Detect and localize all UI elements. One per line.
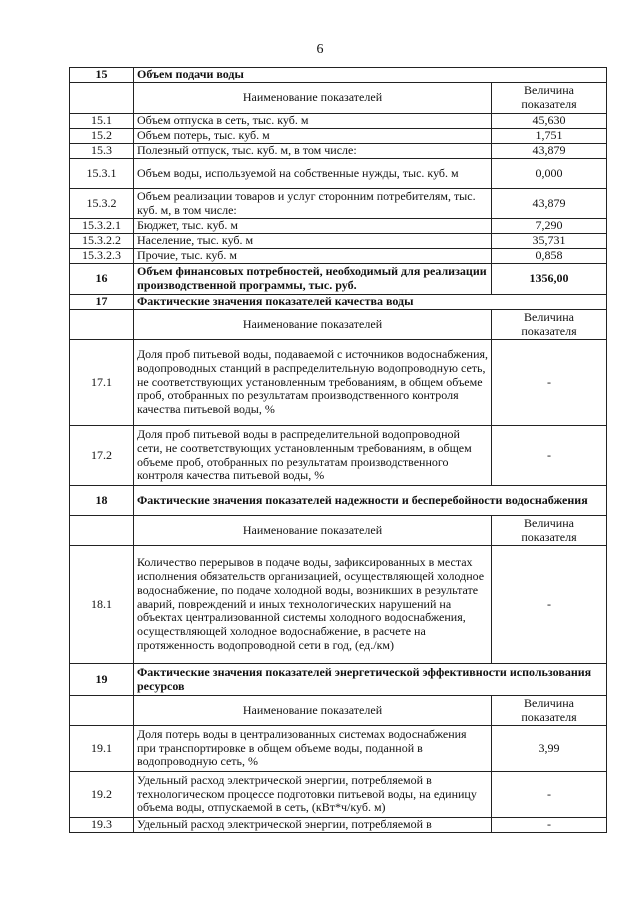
indicator-name: Объем финансовых потребностей, необходимый для реализации производственной программы, тыс. руб. bbox=[134, 264, 492, 295]
row-number: 15.1 bbox=[70, 114, 134, 129]
indicator-name: Количество перерывов в подаче воды, зафиксированных в местах исполнения обязательств организацией, осуществляющей холодное водоснабжение, по подаче холодной воды, возникших в результате аварий, повреждений и иных технологических нарушений на объектах централизованной системы холодного водоснабжения, осуществляющей холодное водоснабжение, в расчете на протяженность водопроводной сети в год, (ед./км) bbox=[134, 546, 492, 664]
indicator-value: 7,290 bbox=[492, 219, 607, 234]
indicator-value: - bbox=[492, 340, 607, 426]
table-row bbox=[70, 772, 607, 818]
header-empty-cell bbox=[70, 83, 134, 114]
indicators-table bbox=[69, 67, 607, 833]
indicator-name: Доля проб питьевой воды в распределительной водопроводной сети, не соответствующих установленным требованиям, в общем объеме проб, отобранных по результатам производственного контроля качества питьевой воды, % bbox=[134, 426, 492, 486]
column-header-value: Величина показателя bbox=[492, 310, 607, 340]
indicator-value: 3,99 bbox=[492, 726, 607, 772]
section-row bbox=[70, 68, 607, 83]
indicator-name: Доля проб питьевой воды, подаваемой с источников водоснабжения, водопроводных станций в распределительную водопроводную сеть, не соответствующих установленным требованиям, в общем объеме проб, отобранных по результатам производственного контроля качества питьевой воды, % bbox=[134, 340, 492, 426]
section-row bbox=[70, 486, 607, 516]
table-row bbox=[70, 818, 607, 833]
row-number: 16 bbox=[70, 264, 134, 295]
column-header-name: Наименование показателей bbox=[134, 696, 492, 726]
column-header-row bbox=[70, 696, 607, 726]
column-header-name: Наименование показателей bbox=[134, 310, 492, 340]
section-row bbox=[70, 664, 607, 696]
section-title: Фактические значения показателей энергетической эффективности использования ресурсов bbox=[134, 664, 607, 696]
table-row bbox=[70, 114, 607, 129]
column-header-row bbox=[70, 83, 607, 114]
indicator-name: Удельный расход электрической энергии, потребляемой в технологическом процессе подготовки питьевой воды, на единицу объема воды, отпускаемой в сеть, (кВт*ч/куб. м) bbox=[134, 772, 492, 818]
indicator-name: Удельный расход электрической энергии, потребляемой в bbox=[134, 818, 492, 833]
row-number: 15.3.1 bbox=[70, 159, 134, 189]
header-empty-cell bbox=[70, 516, 134, 546]
row-number: 15.3.2.3 bbox=[70, 249, 134, 264]
indicator-value: 43,879 bbox=[492, 189, 607, 219]
table-row bbox=[70, 159, 607, 189]
section-title: Объем подачи воды bbox=[134, 68, 607, 83]
row-number: 15.3.2.2 bbox=[70, 234, 134, 249]
indicator-name: Объем реализации товаров и услуг сторонним потребителям, тыс. куб. м, в том числе: bbox=[134, 189, 492, 219]
row-number: 19.2 bbox=[70, 772, 134, 818]
table-row bbox=[70, 340, 607, 426]
indicator-value: 43,879 bbox=[492, 144, 607, 159]
row-number: 15.2 bbox=[70, 129, 134, 144]
indicator-name: Объем потерь, тыс. куб. м bbox=[134, 129, 492, 144]
indicator-value: 0,000 bbox=[492, 159, 607, 189]
section-number: 18 bbox=[70, 486, 134, 516]
row-number: 19.3 bbox=[70, 818, 134, 833]
row-number: 17.1 bbox=[70, 340, 134, 426]
row-number: 18.1 bbox=[70, 546, 134, 664]
column-header-row bbox=[70, 310, 607, 340]
table-row bbox=[70, 234, 607, 249]
indicator-name: Бюджет, тыс. куб. м bbox=[134, 219, 492, 234]
indicator-value: - bbox=[492, 426, 607, 486]
indicator-value: - bbox=[492, 818, 607, 833]
section-number: 17 bbox=[70, 295, 134, 310]
row-number: 15.3.2 bbox=[70, 189, 134, 219]
indicator-value: 1,751 bbox=[492, 129, 607, 144]
section-row bbox=[70, 295, 607, 310]
table-row bbox=[70, 249, 607, 264]
row-number: 19.1 bbox=[70, 726, 134, 772]
header-empty-cell bbox=[70, 696, 134, 726]
indicator-name: Население, тыс. куб. м bbox=[134, 234, 492, 249]
indicator-value: - bbox=[492, 772, 607, 818]
page-number: 6 bbox=[316, 42, 324, 57]
table-row bbox=[70, 726, 607, 772]
indicator-value: 1356,00 bbox=[492, 264, 607, 295]
table-row bbox=[70, 264, 607, 295]
indicator-name: Доля потерь воды в централизованных системах водоснабжения при транспортировке в общем объеме воды, поданной в водопроводную сеть, % bbox=[134, 726, 492, 772]
column-header-value: Величина показателя bbox=[492, 83, 607, 114]
table-row bbox=[70, 219, 607, 234]
row-number: 17.2 bbox=[70, 426, 134, 486]
section-title: Фактические значения показателей надежности и бесперебойности водоснабжения bbox=[134, 486, 607, 516]
table-row bbox=[70, 426, 607, 486]
section-number: 15 bbox=[70, 68, 134, 83]
row-number: 15.3.2.1 bbox=[70, 219, 134, 234]
table-row bbox=[70, 189, 607, 219]
table-row bbox=[70, 144, 607, 159]
section-title: Фактические значения показателей качества воды bbox=[134, 295, 607, 310]
indicator-value: - bbox=[492, 546, 607, 664]
column-header-row bbox=[70, 516, 607, 546]
indicator-name: Прочие, тыс. куб. м bbox=[134, 249, 492, 264]
table-row bbox=[70, 129, 607, 144]
section-number: 19 bbox=[70, 664, 134, 696]
column-header-name: Наименование показателей bbox=[134, 516, 492, 546]
column-header-name: Наименование показателей bbox=[134, 83, 492, 114]
indicator-value: 0,858 bbox=[492, 249, 607, 264]
table-row bbox=[70, 546, 607, 664]
indicator-name: Объем воды, используемой на собственные нужды, тыс. куб. м bbox=[134, 159, 492, 189]
header-empty-cell bbox=[70, 310, 134, 340]
column-header-value: Величина показателя bbox=[492, 696, 607, 726]
indicator-name: Объем отпуска в сеть, тыс. куб. м bbox=[134, 114, 492, 129]
indicator-value: 35,731 bbox=[492, 234, 607, 249]
indicator-value: 45,630 bbox=[492, 114, 607, 129]
indicator-name: Полезный отпуск, тыс. куб. м, в том числе: bbox=[134, 144, 492, 159]
row-number: 15.3 bbox=[70, 144, 134, 159]
column-header-value: Величина показателя bbox=[492, 516, 607, 546]
